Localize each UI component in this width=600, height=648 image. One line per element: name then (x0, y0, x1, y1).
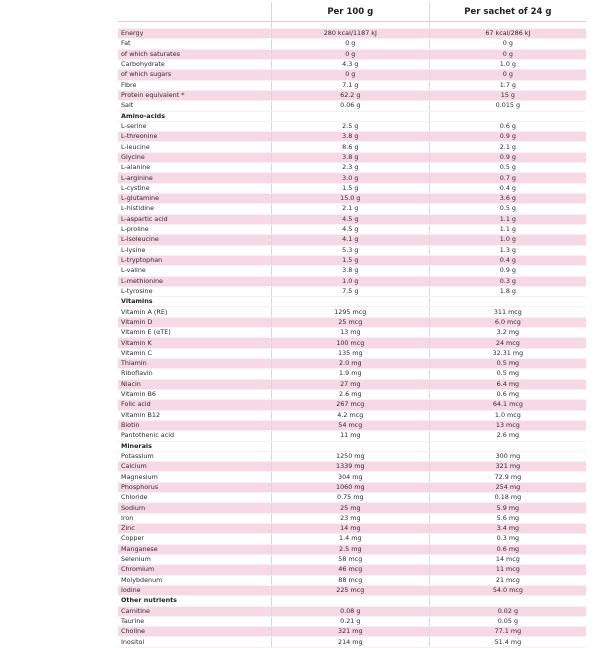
nutrient-name: L-threonine (118, 132, 271, 142)
nutrient-name: of which saturates (118, 49, 271, 59)
nutrient-name: Salt (118, 101, 271, 111)
value-per-sachet: 0.9 g (429, 266, 586, 276)
nutrient-name: Other nutrients (118, 596, 271, 606)
nutrient-name: Fat (118, 39, 271, 49)
value-per-sachet: 54.0 mcg (429, 585, 586, 595)
table-row (118, 379, 586, 389)
table-row (118, 235, 586, 245)
value-per-100g: 15.0 g (271, 194, 429, 204)
table-row (118, 286, 586, 296)
value-per-100g: 2.6 mg (271, 389, 429, 399)
nutrient-name: Vitamin E (αTE) (118, 328, 271, 338)
value-per-sachet: 11 mcg (429, 565, 586, 575)
value-per-100g: 0.06 g (271, 101, 429, 111)
value-per-100g: 267 mcg (271, 400, 429, 410)
value-per-100g: 3.8 g (271, 266, 429, 276)
value-per-sachet (429, 22, 586, 29)
nutrient-name: Sodium (118, 503, 271, 513)
nutrient-name: of which sugars (118, 70, 271, 80)
table-row (118, 132, 586, 142)
value-per-sachet: 0.4 g (429, 255, 586, 265)
nutrient-name: Niacin (118, 379, 271, 389)
value-per-100g: 4.1 g (271, 235, 429, 245)
value-per-100g (271, 596, 429, 606)
nutrient-name: Copper (118, 534, 271, 544)
value-per-100g: 54 mcg (271, 420, 429, 430)
nutrient-name: Iodine (118, 585, 271, 595)
table-row (118, 101, 586, 111)
nutrient-name: Vitamin D (118, 317, 271, 327)
table-row (118, 121, 586, 131)
value-per-100g: 1.5 g (271, 183, 429, 193)
value-per-100g: 4.5 g (271, 224, 429, 234)
nutrient-name: Vitamin C (118, 348, 271, 358)
nutrient-name: Calcium (118, 462, 271, 472)
value-per-sachet: 1.0 g (429, 59, 586, 69)
nutrient-name: L-arginine (118, 173, 271, 183)
nutrient-name: L-lysine (118, 245, 271, 255)
value-per-sachet (429, 111, 586, 121)
value-per-sachet: 1.1 g (429, 224, 586, 234)
table-row (118, 194, 586, 204)
value-per-sachet: 321 mg (429, 462, 586, 472)
value-per-sachet: 2.1 g (429, 142, 586, 152)
table-row (118, 637, 586, 647)
nutrient-name: Carbohydrate (118, 59, 271, 69)
value-per-sachet: 67 kcal/286 kJ (429, 29, 586, 39)
table-row (118, 204, 586, 214)
value-per-sachet: 51.4 mg (429, 637, 586, 647)
table-row (118, 451, 586, 461)
value-per-sachet: 0.015 g (429, 101, 586, 111)
value-per-100g: 1.9 mg (271, 369, 429, 379)
value-per-100g: 7.5 g (271, 286, 429, 296)
value-per-sachet: 0.5 mg (429, 359, 586, 369)
table-row (118, 90, 586, 100)
value-per-sachet: 14 mcg (429, 554, 586, 564)
table-row (118, 183, 586, 193)
table-row (118, 80, 586, 90)
value-per-100g: 0 g (271, 49, 429, 59)
nutrient-name: L-isoleucine (118, 235, 271, 245)
value-per-sachet: 6.4 mg (429, 379, 586, 389)
table-row (118, 400, 586, 410)
value-per-100g: 225 mcg (271, 585, 429, 595)
value-per-100g: 4.5 g (271, 214, 429, 224)
value-per-100g (271, 22, 429, 29)
value-per-100g: 1295 mcg (271, 307, 429, 317)
value-per-sachet: 0.9 g (429, 152, 586, 162)
nutrient-name: Potassium (118, 451, 271, 461)
table-row (118, 420, 586, 430)
table-row (118, 142, 586, 152)
value-per-sachet: 0 g (429, 39, 586, 49)
value-per-sachet: 1.0 g (429, 235, 586, 245)
table-row (118, 348, 586, 358)
value-per-100g: 2.1 g (271, 204, 429, 214)
value-per-sachet: 0.02 g (429, 606, 586, 616)
table-row (118, 173, 586, 183)
table-row (118, 513, 586, 523)
table-row (118, 29, 586, 39)
value-per-100g (271, 111, 429, 121)
nutrient-name: L-valine (118, 266, 271, 276)
value-per-sachet: 0.5 mg (429, 369, 586, 379)
value-per-sachet: 2.6 mg (429, 431, 586, 441)
value-per-sachet: 1.8 g (429, 286, 586, 296)
nutrition-table-container (118, 2, 586, 648)
value-per-sachet: 3.4 mg (429, 524, 586, 534)
nutrient-name: L-alanine (118, 163, 271, 173)
value-per-sachet: 15 g (429, 90, 586, 100)
nutrient-name: Energy (118, 29, 271, 39)
table-row (118, 462, 586, 472)
value-per-100g: 0 g (271, 39, 429, 49)
nutrient-name: Iron (118, 513, 271, 523)
table-row (118, 49, 586, 59)
value-per-100g: 62.2 g (271, 90, 429, 100)
table-row (118, 575, 586, 585)
table-row (118, 544, 586, 554)
table-row (118, 493, 586, 503)
value-per-100g: 88 mcg (271, 575, 429, 585)
table-row (118, 307, 586, 317)
nutrition-table (118, 2, 586, 648)
value-per-sachet: 0.4 g (429, 183, 586, 193)
nutrient-name: Vitamin A (RE) (118, 307, 271, 317)
value-per-sachet: 0.5 g (429, 204, 586, 214)
nutrient-name: L-tyrosine (118, 286, 271, 296)
table-row (118, 266, 586, 276)
value-per-100g: 14 mg (271, 524, 429, 534)
value-per-sachet: 0.7 g (429, 173, 586, 183)
value-per-100g: 1.4 mg (271, 534, 429, 544)
value-per-100g: 2.5 mg (271, 544, 429, 554)
table-row (118, 503, 586, 513)
table-row (118, 22, 586, 29)
nutrient-name: Folic acid (118, 400, 271, 410)
value-per-sachet: 300 mg (429, 451, 586, 461)
table-row (118, 317, 586, 327)
section-header-row (118, 297, 586, 307)
header-per-100g: Per 100 g (271, 2, 429, 22)
value-per-100g: 11 mg (271, 431, 429, 441)
value-per-100g: 1.0 g (271, 276, 429, 286)
table-row (118, 152, 586, 162)
table-row (118, 565, 586, 575)
nutrient-name: L-tryptophan (118, 255, 271, 265)
nutrient-name: L-methionine (118, 276, 271, 286)
value-per-sachet: 0.3 g (429, 276, 586, 286)
nutrient-name: Pantothenic acid (118, 431, 271, 441)
value-per-sachet (429, 596, 586, 606)
table-body (118, 22, 586, 648)
table-row (118, 410, 586, 420)
nutrient-name: Taurine (118, 616, 271, 626)
nutrient-name: Inositol (118, 637, 271, 647)
value-per-sachet: 0 g (429, 49, 586, 59)
value-per-100g: 5.3 g (271, 245, 429, 255)
value-per-100g: 3.8 g (271, 152, 429, 162)
table-row (118, 534, 586, 544)
value-per-100g: 27 mg (271, 379, 429, 389)
nutrient-name: L-aspartic acid (118, 214, 271, 224)
nutrient-name: L-leucine (118, 142, 271, 152)
value-per-100g (271, 297, 429, 307)
table-row (118, 224, 586, 234)
nutrient-name: Carnitine (118, 606, 271, 616)
value-per-sachet: 0.05 g (429, 616, 586, 626)
value-per-100g: 0.75 mg (271, 493, 429, 503)
table-row (118, 59, 586, 69)
table-row (118, 389, 586, 399)
value-per-sachet: 3.2 mg (429, 328, 586, 338)
nutrient-name: Protein equivalent * (118, 90, 271, 100)
nutrient-name: Manganese (118, 544, 271, 554)
nutrient-name: Choline (118, 627, 271, 637)
table-row (118, 472, 586, 482)
nutrient-name: L-glutamine (118, 194, 271, 204)
value-per-sachet: 24 mcg (429, 338, 586, 348)
nutrient-name: Vitamin B12 (118, 410, 271, 420)
value-per-sachet: 0 g (429, 70, 586, 80)
value-per-sachet: 3.6 g (429, 194, 586, 204)
value-per-sachet: 0.9 g (429, 132, 586, 142)
value-per-sachet: 0.3 mg (429, 534, 586, 544)
nutrient-name: Chloride (118, 493, 271, 503)
value-per-100g: 1339 mg (271, 462, 429, 472)
value-per-100g: 2.3 g (271, 163, 429, 173)
value-per-100g: 321 mg (271, 627, 429, 637)
value-per-100g: 46 mcg (271, 565, 429, 575)
nutrient-name: Fibre (118, 80, 271, 90)
section-header-row (118, 596, 586, 606)
table-header-row (118, 2, 586, 22)
nutrient-name: Phosphorus (118, 482, 271, 492)
value-per-sachet: 5.9 mg (429, 503, 586, 513)
table-row (118, 524, 586, 534)
value-per-100g: 3.0 g (271, 173, 429, 183)
value-per-sachet (429, 441, 586, 451)
table-row (118, 276, 586, 286)
nutrient-name: Selenium (118, 554, 271, 564)
table-row (118, 627, 586, 637)
table-row (118, 163, 586, 173)
table-row (118, 585, 586, 595)
value-per-100g: 280 kcal/1187 kJ (271, 29, 429, 39)
value-per-100g: 1250 mg (271, 451, 429, 461)
nutrient-name: L-cystine (118, 183, 271, 193)
table-row (118, 328, 586, 338)
nutrient-name: L-histidine (118, 204, 271, 214)
value-per-100g: 25 mg (271, 503, 429, 513)
table-row (118, 482, 586, 492)
nutrient-name: Magnesium (118, 472, 271, 482)
value-per-sachet (429, 297, 586, 307)
value-per-sachet: 311 mcg (429, 307, 586, 317)
table-row (118, 245, 586, 255)
section-header-row (118, 111, 586, 121)
value-per-sachet: 1.0 mcg (429, 410, 586, 420)
value-per-100g: 58 mcg (271, 554, 429, 564)
value-per-sachet: 32.31 mg (429, 348, 586, 358)
table-row (118, 616, 586, 626)
nutrient-name: Zinc (118, 524, 271, 534)
header-per-sachet: Per sachet of 24 g (429, 2, 586, 22)
value-per-sachet: 5.6 mg (429, 513, 586, 523)
nutrient-name (118, 22, 271, 29)
table-row (118, 606, 586, 616)
table-row (118, 369, 586, 379)
nutrient-name: Amino-acids (118, 111, 271, 121)
nutrient-name: Chromium (118, 565, 271, 575)
nutrient-name: Minerals (118, 441, 271, 451)
nutrient-name: Molybdenum (118, 575, 271, 585)
value-per-100g: 214 mg (271, 637, 429, 647)
value-per-sachet: 0.6 mg (429, 389, 586, 399)
nutrient-name: Glycine (118, 152, 271, 162)
value-per-sachet: 21 mcg (429, 575, 586, 585)
table-row (118, 255, 586, 265)
header-nutrient (118, 2, 271, 22)
nutrient-name: Thiamin (118, 359, 271, 369)
value-per-sachet: 0.6 mg (429, 544, 586, 554)
value-per-100g: 2.0 mg (271, 359, 429, 369)
table-row (118, 554, 586, 564)
value-per-sachet: 0.18 mg (429, 493, 586, 503)
value-per-sachet: 1.3 g (429, 245, 586, 255)
section-header-row (118, 441, 586, 451)
table-row (118, 214, 586, 224)
value-per-100g: 1.5 g (271, 255, 429, 265)
value-per-sachet: 1.7 g (429, 80, 586, 90)
value-per-sachet: 72.9 mg (429, 472, 586, 482)
nutrient-name: Vitamins (118, 297, 271, 307)
value-per-100g (271, 441, 429, 451)
value-per-100g: 100 mcg (271, 338, 429, 348)
value-per-100g: 7.1 g (271, 80, 429, 90)
value-per-100g: 23 mg (271, 513, 429, 523)
value-per-sachet: 6.0 mcg (429, 317, 586, 327)
nutrient-name: Riboflavin (118, 369, 271, 379)
nutrient-name: L-proline (118, 224, 271, 234)
value-per-100g: 13 mg (271, 328, 429, 338)
value-per-100g: 0.08 g (271, 606, 429, 616)
value-per-100g: 8.6 g (271, 142, 429, 152)
table-row (118, 359, 586, 369)
value-per-100g: 304 mg (271, 472, 429, 482)
value-per-sachet: 254 mg (429, 482, 586, 492)
table-row (118, 70, 586, 80)
table-row (118, 39, 586, 49)
value-per-sachet: 0.5 g (429, 163, 586, 173)
value-per-sachet: 0.6 g (429, 121, 586, 131)
value-per-100g: 135 mg (271, 348, 429, 358)
value-per-100g: 3.8 g (271, 132, 429, 142)
value-per-sachet: 64.1 mcg (429, 400, 586, 410)
value-per-100g: 0.21 g (271, 616, 429, 626)
table-row (118, 431, 586, 441)
value-per-100g: 1060 mg (271, 482, 429, 492)
value-per-100g: 25 mcg (271, 317, 429, 327)
value-per-100g: 0 g (271, 70, 429, 80)
value-per-100g: 2.5 g (271, 121, 429, 131)
value-per-sachet: 1.1 g (429, 214, 586, 224)
value-per-sachet: 13 mcg (429, 420, 586, 430)
value-per-100g: 4.3 g (271, 59, 429, 69)
nutrient-name: Vitamin B6 (118, 389, 271, 399)
table-row (118, 338, 586, 348)
nutrient-name: L-serine (118, 121, 271, 131)
nutrient-name: Vitamin K (118, 338, 271, 348)
value-per-sachet: 77.1 mg (429, 627, 586, 637)
value-per-100g: 4.2 mcg (271, 410, 429, 420)
nutrient-name: Biotin (118, 420, 271, 430)
